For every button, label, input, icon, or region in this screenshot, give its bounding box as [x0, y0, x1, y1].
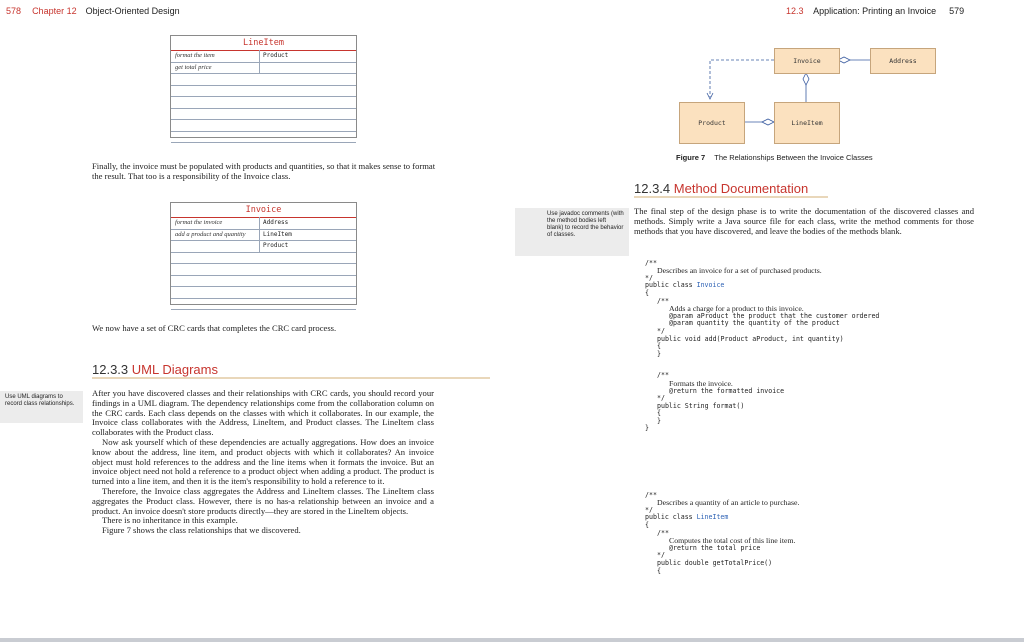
section-title: UML Diagrams — [131, 362, 218, 377]
code-line: /** — [645, 258, 657, 267]
code-line: { — [645, 520, 649, 529]
crc-divider — [259, 217, 260, 252]
code-line: Describes a quantity of an article to purchase. — [657, 498, 800, 508]
code-line: */ — [645, 273, 653, 282]
code-keyword: public class — [645, 281, 697, 290]
code-line — [645, 282, 879, 290]
code-line: */ — [657, 551, 665, 560]
crc-row — [171, 86, 356, 98]
uml-paragraph: Figure 7 shows the class relationships that we discovered. — [102, 525, 301, 536]
crc-row — [171, 74, 356, 86]
code-line: } — [645, 424, 649, 433]
crc-row — [171, 253, 356, 265]
code-keyword: public class — [645, 513, 697, 522]
chapter-title: Object-Oriented Design — [85, 6, 180, 16]
code-line: { — [657, 566, 661, 575]
crc-divider — [259, 50, 260, 74]
aggregation-diamond — [803, 73, 809, 85]
crc-row — [171, 97, 356, 109]
crc-responsibility: format the invoice — [175, 219, 223, 226]
section-number: 12.3.4 — [634, 181, 671, 196]
uml-box-invoice: Invoice — [774, 48, 840, 74]
section-title: Method Documentation — [673, 181, 809, 196]
crc-row — [171, 63, 356, 75]
code-line: } — [657, 416, 661, 425]
paragraph-doc: The final step of the design phase is to write the documentation of the discovered classes and methods. Simply write a Java source file for each class, write the method comments for those methods that you have discovered, and leave the bodies of the methods blank. — [634, 206, 974, 236]
crc-row — [171, 132, 356, 144]
uml-paragraph: Therefore, the Invoice class aggregates the Address and LineItem classes. The LineItem class aggregates the Product class. However, there is no has-a relationship between an invoice and a product. An invoice doesn't store products directly—they are stored in the LineItem objects. — [92, 485, 434, 516]
crc-card-invoice — [170, 202, 357, 305]
crc-row — [171, 120, 356, 132]
crc-collaborator: Product — [263, 52, 289, 59]
uml-box-product: Product — [679, 102, 745, 144]
uml-paragraph: There is no inheritance in this example. — [102, 515, 238, 526]
code-line: { — [645, 288, 649, 297]
code-line: /** — [645, 490, 657, 499]
code-line: */ — [645, 505, 653, 514]
crc-row — [171, 51, 356, 63]
crc-card-title: LineItem — [171, 36, 356, 51]
code-class-name: Invoice — [696, 281, 725, 290]
figure-label: Figure 7 — [676, 153, 706, 162]
crc-row — [171, 287, 356, 299]
code-line: */ — [657, 394, 665, 403]
page-number-left: 578 — [6, 6, 22, 16]
crc-row — [171, 276, 356, 288]
margin-note-doc: Use javadoc comments (with the method bodies left blank) to record the behavior of classes. — [515, 208, 629, 256]
crc-responsibility: format the item — [175, 52, 215, 59]
code-line: public double getTotalPrice() — [657, 558, 773, 567]
crc-card-lineitem — [170, 35, 357, 138]
crc-responsibility: add a product and quantity — [175, 230, 246, 238]
crc-row — [171, 299, 356, 311]
code-line: } — [657, 349, 661, 358]
right-page-header — [786, 6, 964, 16]
dependency-line — [710, 60, 774, 97]
crc-card-title: Invoice — [171, 203, 356, 218]
code-line: { — [657, 342, 661, 351]
uml-paragraph: After you have discovered classes and their relationships with CRC cards, you should record your findings in a UML diagram. The dependency relationships come from the collaboration column on the CRC cards. Each class depends on the classes with which it collaborates. In our example, the Invoice class collaborates with the Address, LineItem, and Product classes. The LineItem class collaborates with the Product class. — [92, 388, 434, 438]
code-class-name: LineItem — [696, 513, 729, 522]
code-line: /** — [657, 371, 669, 380]
section-number: 12.3.3 — [92, 362, 129, 377]
code-line: public String format() — [657, 401, 745, 410]
code-line: @return the total price — [669, 543, 761, 552]
section-rule — [634, 196, 828, 198]
section-heading-doc — [634, 181, 808, 196]
crc-row — [171, 241, 356, 253]
crc-row — [171, 264, 356, 276]
bottom-scrollbar[interactable] — [0, 638, 1024, 642]
section-number-header: 12.3 — [786, 6, 804, 16]
uml-box-address: Address — [870, 48, 936, 74]
code-line — [645, 514, 799, 522]
code-line: Describes an invoice for a set of purchased products. — [657, 266, 822, 276]
uml-body — [92, 389, 434, 536]
code-line: public void add(Product aProduct, int quantity) — [657, 334, 844, 343]
crc-row — [171, 218, 356, 230]
code-line: @param aProduct the product that the customer ordered — [669, 311, 880, 320]
paragraph-finally: Finally, the invoice must be populated with products and quantities, so that it makes sense to format the result. That too is a responsibility of the Invoice class. — [92, 161, 436, 181]
figure-caption-text: The Relationships Between the Invoice Classes — [714, 153, 873, 162]
code-line: @return the formatted invoice — [669, 386, 785, 395]
crc-collaborator: Product — [263, 242, 289, 249]
paragraph-now: We now have a set of CRC cards that completes the CRC card process. — [92, 323, 337, 333]
crc-collaborator: LineItem — [263, 230, 292, 238]
code-line: { — [657, 409, 661, 418]
section-heading-uml — [92, 362, 218, 377]
left-page-header — [6, 6, 180, 16]
crc-responsibility: get total price — [175, 63, 212, 71]
code-listing — [645, 252, 879, 441]
uml-paragraph: Now ask yourself which of these dependencies are actually aggregations. How does an invoice know about the address, line item, and product objects with which it collaborates? An invoice object must hold references to the address and the line items when it formats the invoice. But an invoice object need not hold a reference to a product object when adding a product. The product is turned into a line item, and then it is the item's responsibility to hold a reference to it. — [92, 436, 434, 487]
code-line: Adds a charge for a product to this invoice. — [669, 304, 804, 314]
figure-caption — [676, 153, 873, 162]
chapter-label: Chapter 12 — [32, 6, 77, 16]
aggregation-diamond — [762, 119, 774, 125]
code-line: Computes the total cost of this line item. — [669, 536, 796, 546]
crc-row — [171, 230, 356, 242]
section-title-header: Application: Printing an Invoice — [813, 6, 937, 16]
code-listing-lineitem — [645, 484, 799, 583]
margin-note-uml: Use UML diagrams to record class relationships. — [0, 391, 83, 423]
uml-box-lineitem: LineItem — [774, 102, 840, 144]
code-line: Formats the invoice. — [669, 378, 733, 388]
code-line: */ — [657, 326, 665, 335]
code-line: @param quantity the quantity of the product — [669, 319, 840, 328]
crc-collaborator: Address — [263, 219, 289, 226]
code-line: /** — [657, 528, 669, 537]
page-number-right: 579 — [949, 6, 965, 16]
code-line: /** — [657, 296, 669, 305]
crc-row — [171, 109, 356, 121]
section-rule — [92, 377, 490, 379]
